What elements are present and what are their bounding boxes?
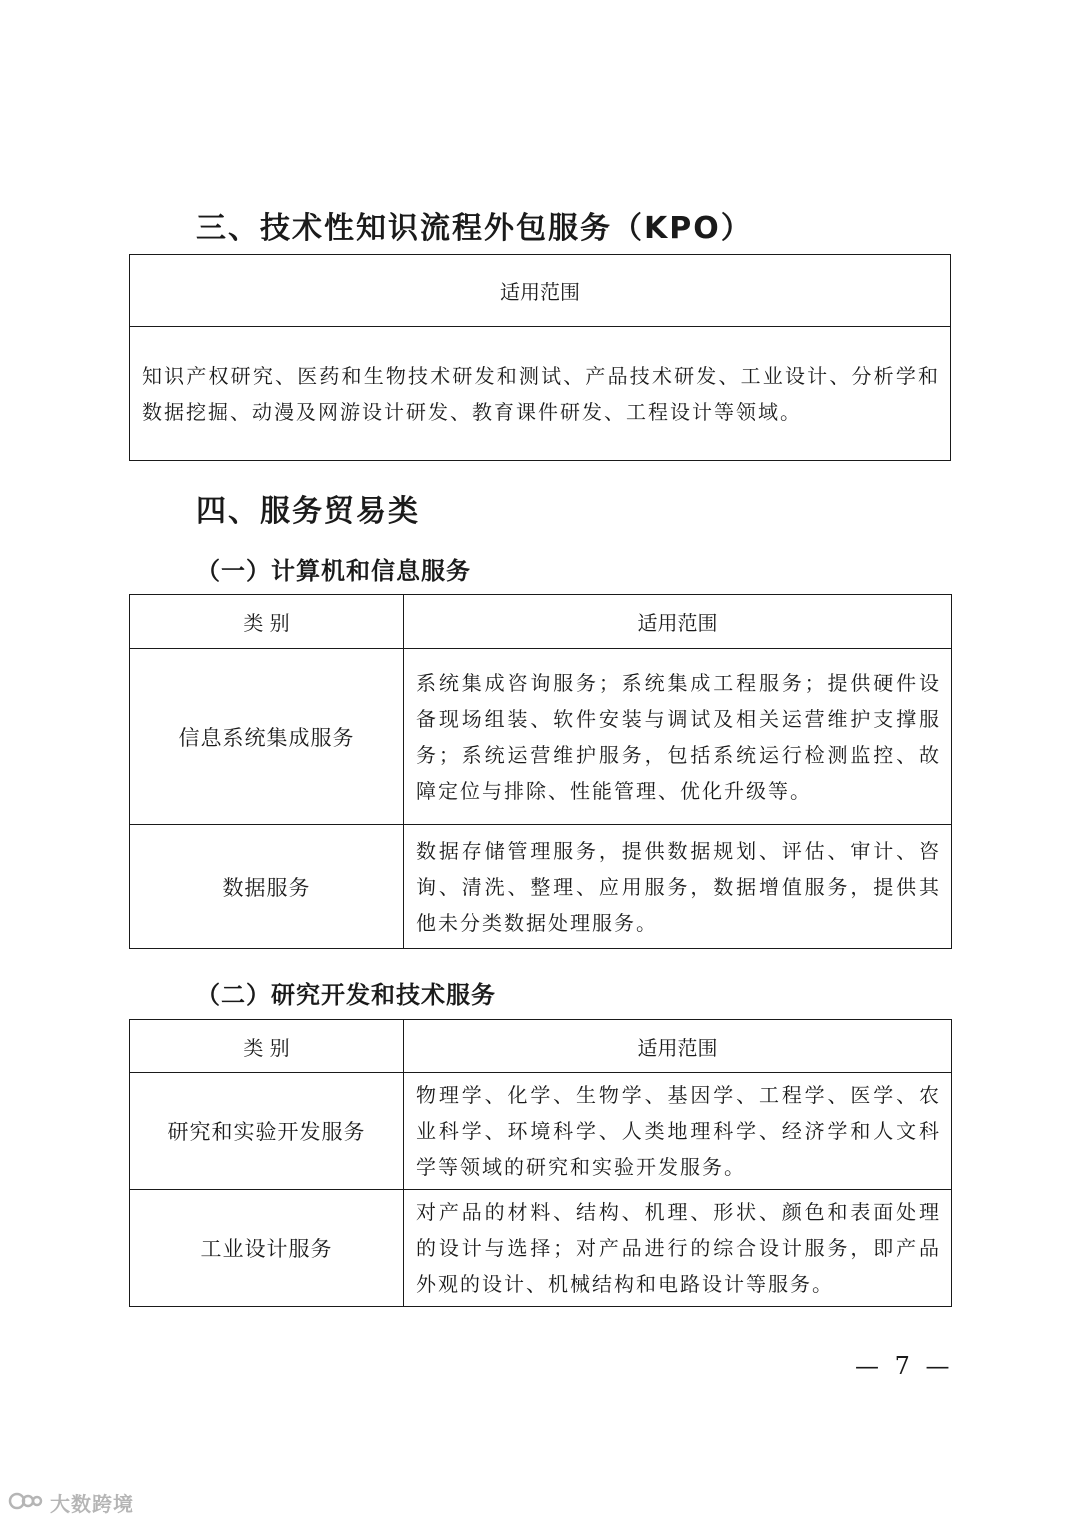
- header-category: 类 别: [130, 595, 404, 649]
- logo-swirl-icon: [8, 1489, 44, 1517]
- page-number: — 7 —: [855, 1352, 954, 1380]
- table-row: [130, 825, 952, 949]
- subsection-one-title: （一）计算机和信息服务: [196, 557, 471, 585]
- kpo-table-content: 知识产权研究、医药和生物技术研发和测试、产品技术研发、工业设计、分析学和数据挖掘、动漫及网游设计研发、教育课件研发、工程设计等领域。: [130, 327, 951, 461]
- row-category: 工业设计服务: [130, 1190, 404, 1307]
- kpo-table: [129, 254, 951, 461]
- kpo-table-header: 适用范围: [130, 255, 951, 327]
- row-category: 研究和实验开发服务: [130, 1073, 404, 1190]
- section-four-title: 四、服务贸易类: [196, 494, 420, 529]
- header-scope: 适用范围: [404, 1020, 952, 1073]
- row-scope: 对产品的材料、结构、机理、形状、颜色和表面处理的设计与选择；对产品进行的综合设计服务，即产品外观的设计、机械结构和电路设计等服务。: [404, 1190, 952, 1307]
- table-header-row: [130, 595, 952, 649]
- header-category: 类 别: [130, 1020, 404, 1073]
- table-row: [130, 1190, 952, 1307]
- rd-tech-services-table: [129, 1019, 952, 1307]
- table-row: [130, 649, 952, 825]
- table-row: [130, 1073, 952, 1190]
- row-category: 信息系统集成服务: [130, 649, 404, 825]
- computer-info-services-table: [129, 594, 952, 949]
- watermark: [8, 1488, 134, 1517]
- header-scope: 适用范围: [404, 595, 952, 649]
- row-scope: 系统集成咨询服务；系统集成工程服务；提供硬件设备现场组装、软件安装与调试及相关运营维护支撑服务；系统运营维护服务，包括系统运行检测监控、故障定位与排除、性能管理、优化升级等。: [404, 649, 952, 825]
- row-scope: 数据存储管理服务，提供数据规划、评估、审计、咨询、清洗、整理、应用服务，数据增值服务，提供其他未分类数据处理服务。: [404, 825, 952, 949]
- watermark-text: 大数跨境: [50, 1492, 134, 1516]
- subsection-two-title: （二）研究开发和技术服务: [196, 981, 496, 1009]
- row-category: 数据服务: [130, 825, 404, 949]
- table-header-row: [130, 1020, 952, 1073]
- section-three-title: 三、技术性知识流程外包服务（KPO）: [196, 211, 753, 246]
- row-scope: 物理学、化学、生物学、基因学、工程学、医学、农业科学、环境科学、人类地理科学、经济学和人文科学等领域的研究和实验开发服务。: [404, 1073, 952, 1190]
